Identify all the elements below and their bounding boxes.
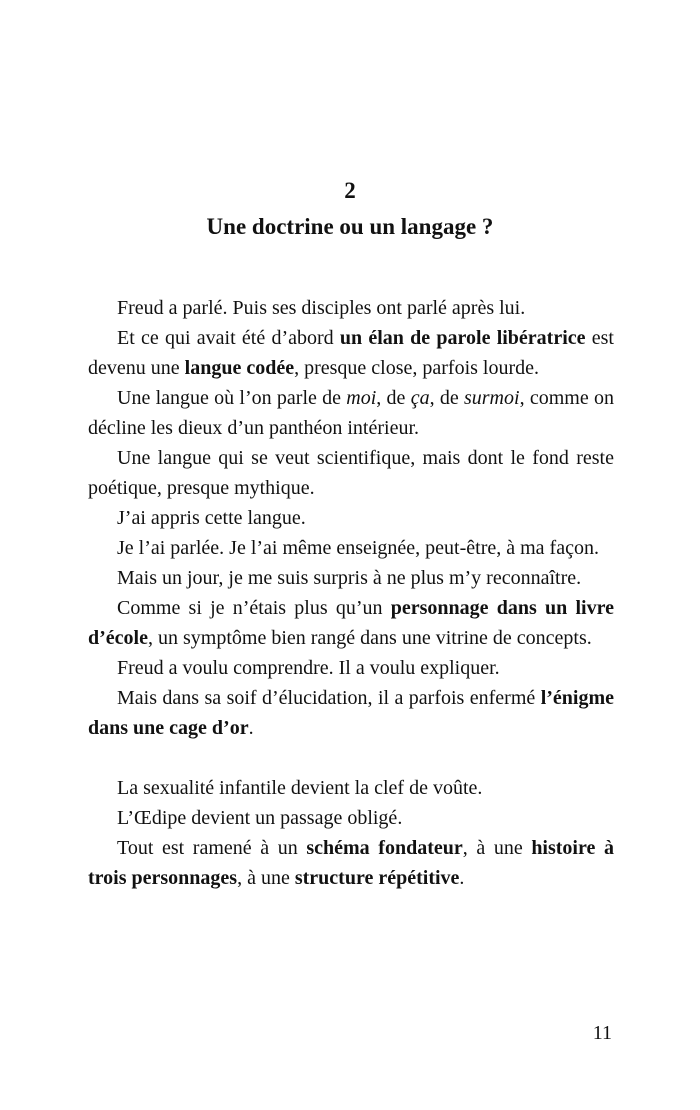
bold-text: personnage dans un livre d’école [88,597,614,649]
bold-text: schéma fondateur [306,837,463,859]
paragraph [88,503,614,533]
text-run: J’ai appris cette langue. [117,507,306,529]
chapter-number: 2 [344,178,356,203]
text-run: Une langue qui se veut scientifique, mais dont le fond reste poétique, presque mythique. [88,447,614,499]
paragraph [88,833,614,893]
paragraph [88,383,614,443]
text-run: , presque close, parfois lourde. [294,357,539,379]
text-run: , comme on décline les dieux d’un panthéon intérieur. [88,387,614,439]
text-run: Mais un jour, je me suis surpris à ne plus m’y reconnaître. [117,567,582,589]
paragraph [88,773,614,803]
text-run: , de [376,387,411,409]
text-run: Et ce qui avait été d’abord [117,327,340,349]
section-break [88,743,614,773]
paragraph [88,323,614,383]
text-run: Une langue où l’on parle de [117,387,347,409]
bold-text: histoire à trois personnages [88,837,614,889]
italic-text: ça [410,387,430,409]
text-run: , un symptôme bien rangé dans une vitrine de concepts. [147,627,592,649]
text-run: Tout est ramené à un [117,837,307,859]
chapter-title: Une doctrine ou un langage ? [206,214,494,239]
bold-text: un élan de parole libératrice [339,327,586,349]
italic-text: surmoi [463,387,520,409]
body-text [88,293,614,893]
paragraph [88,593,614,653]
bold-text: l’énigme dans une cage d’or [88,687,614,739]
paragraph [88,533,614,563]
text-run: La sexualité infantile devient la clef de voûte. [117,777,483,799]
paragraph [88,803,614,833]
text-run: , à une [462,837,532,859]
text-run: . [248,717,254,739]
page-number: 11 [592,1022,612,1044]
bold-text: langue codée [184,357,295,379]
italic-text: moi [346,387,377,409]
text-run: Freud a voulu comprendre. Il a voulu expliquer. [117,657,500,679]
text-run: est devenu une [88,327,614,379]
text-run: Freud a parlé. Puis ses disciples ont parlé après lui. [117,297,526,319]
text-run: , de [429,387,464,409]
text-run: Comme si je n’étais plus qu’un [117,597,391,619]
paragraph [88,563,614,593]
text-run: Je l’ai parlée. Je l’ai même enseignée, peut-être, à ma façon. [117,537,599,559]
paragraph [88,443,614,503]
text-run: , à une [237,867,295,889]
paragraph [88,653,614,683]
bold-text: structure répétitive [294,867,460,889]
paragraph [88,683,614,743]
text-run: . [459,867,465,889]
text-run: Mais dans sa soif d’élucidation, il a parfois enfermé [117,687,541,709]
paragraph [88,293,614,323]
text-run: L’Œdipe devient un passage obligé. [117,807,403,829]
